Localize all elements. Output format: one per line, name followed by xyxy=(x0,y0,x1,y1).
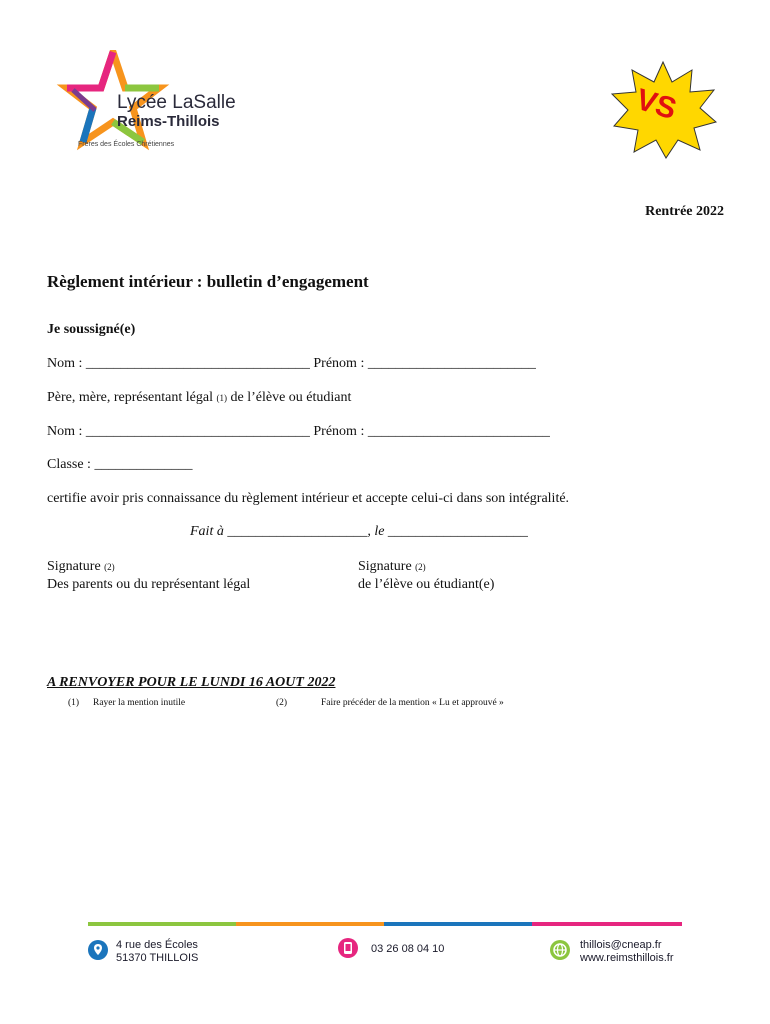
signature-parents-note: (2) xyxy=(104,562,115,572)
signature-parents-title: Signature xyxy=(47,559,101,574)
relation-suffix: de l’élève ou étudiant xyxy=(230,390,352,405)
nom-row-2 xyxy=(47,424,550,440)
footer-web xyxy=(580,939,674,965)
signature-student-sub: de l’élève ou étudiant(e) xyxy=(358,577,495,592)
logo-tagline: Frères des Écoles Chrétiennes xyxy=(78,141,175,148)
fait-line[interactable]: Fait à ____________________, le ____________________ xyxy=(190,524,528,539)
signature-student[interactable] xyxy=(358,558,494,593)
footer-address-line2: 51370 THILLOIS xyxy=(116,952,199,964)
signature-student-title: Signature xyxy=(358,559,412,574)
footer-phone[interactable]: 03 26 08 04 10 xyxy=(371,943,445,955)
location-pin-icon xyxy=(88,940,108,960)
nom-field-2[interactable]: Nom : ________________________________ xyxy=(47,424,310,439)
footer-address-line1: 4 rue des Écoles xyxy=(116,939,198,951)
footer-website[interactable]: www.reimsthillois.fr xyxy=(580,952,674,964)
phone-icon xyxy=(338,938,358,958)
classe-field[interactable]: Classe : ______________ xyxy=(47,457,193,472)
relation-line xyxy=(47,390,351,406)
nom-row-1 xyxy=(47,356,536,372)
footnote-1-text: Rayer la mention inutile xyxy=(93,698,186,708)
signature-parents-sub: Des parents ou du représentant légal xyxy=(47,577,251,592)
footer-bar-blue xyxy=(384,922,532,926)
prenom-field-2[interactable]: Prénom : __________________________ xyxy=(313,424,550,439)
vs-badge-text: VS xyxy=(632,82,681,127)
relation-prefix: Père, mère, représentant légal xyxy=(47,390,213,405)
certify-text: certifie avoir pris connaissance du règlement intérieur et accepte celui-ci dans son intégralité. xyxy=(47,491,570,506)
globe-icon xyxy=(550,940,570,960)
page-title: Règlement intérieur : bulletin d’engagement xyxy=(47,272,369,291)
logo-city: Reims-Thillois xyxy=(117,113,220,130)
signature-student-note: (2) xyxy=(415,562,426,572)
undersigned-label: Je soussigné(e) xyxy=(47,322,136,337)
prenom-field-1[interactable]: Prénom : ________________________ xyxy=(313,356,536,371)
footer-bar-pink xyxy=(532,922,682,926)
footnote-2-num: (2) xyxy=(276,698,288,708)
deadline-notice: A RENVOYER POUR LE LUNDI 16 AOUT 2022 xyxy=(47,675,336,690)
school-year: Rentrée 2022 xyxy=(645,204,724,219)
logo-school-name: Lycée LaSalle xyxy=(117,92,236,113)
relation-note: (1) xyxy=(216,393,227,403)
footer-email[interactable]: thillois@cneap.fr xyxy=(580,939,662,951)
nom-field-1[interactable]: Nom : ________________________________ xyxy=(47,356,310,371)
footnote-2-text: Faire précéder de la mention « Lu et approuvé » xyxy=(321,698,504,708)
signature-parents[interactable] xyxy=(47,558,250,593)
footer-bar-orange xyxy=(236,922,384,926)
footnote-1-num: (1) xyxy=(68,698,80,708)
footer-bar-green xyxy=(88,922,236,926)
footer-address xyxy=(116,939,198,965)
